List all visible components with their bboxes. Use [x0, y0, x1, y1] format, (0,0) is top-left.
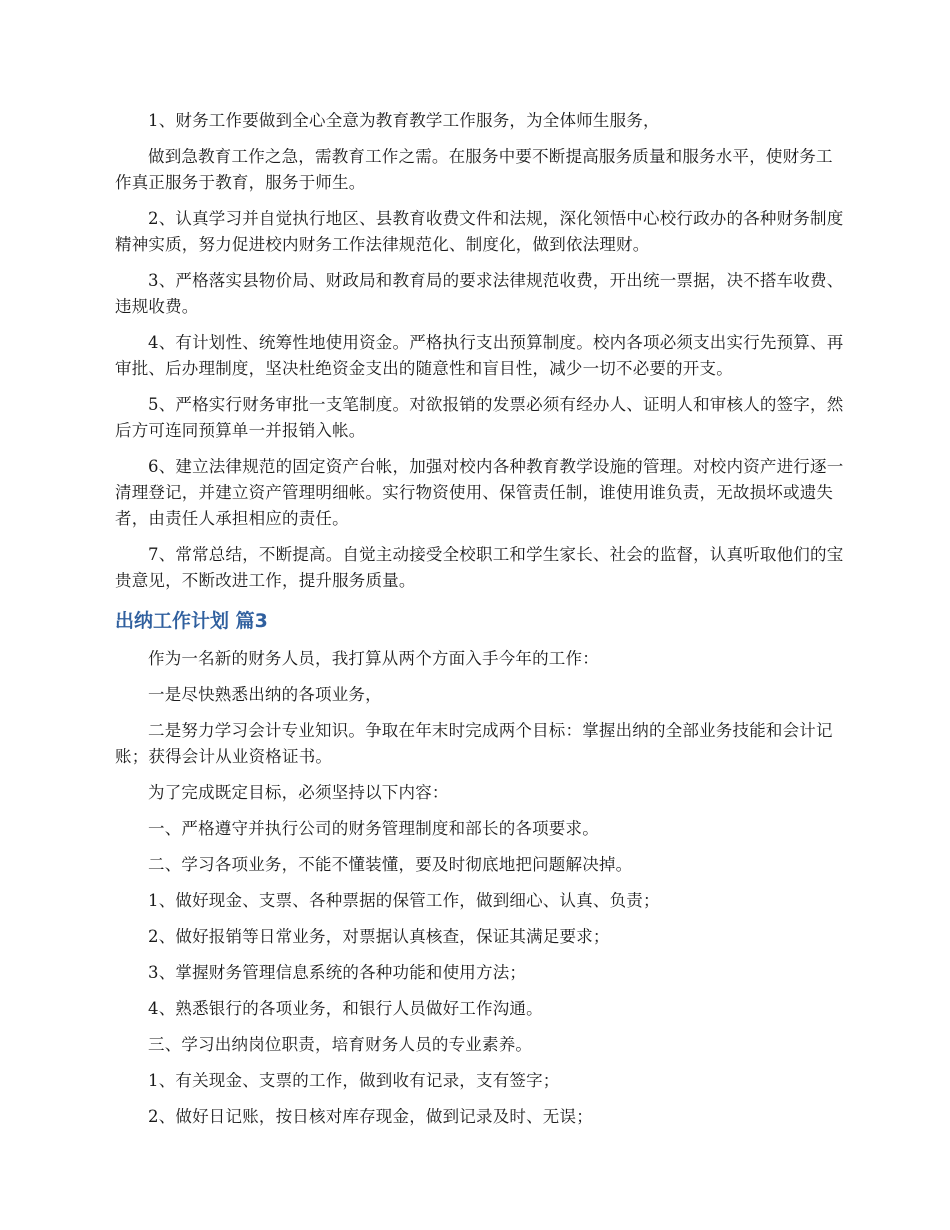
paragraph: 3、掌握财务管理信息系统的各种功能和使用方法； [148, 963, 527, 982]
paragraph: 二、学习各项业务，不能不懂装懂，要及时彻底地把问题解决掉。 [148, 855, 633, 874]
paragraph: 4、有计划性、统筹性地使用资金。严格执行支出预算制度。校内各项必须支出实行先预算、再审批、后办理制度，坚决杜绝资金支出的随意性和盲目性，减少一切不必要的开支。 [115, 333, 844, 378]
paragraph: 3、严格落实县物价局、财政局和教育局的要求法律规范收费，开出统一票据，决不搭车收费、违规收费。 [115, 271, 844, 316]
paragraph: 5、严格实行财务审批一支笔制度。对欲报销的发票必须有经办人、证明人和审核人的签字，然后方可连同预算单一并报销入帐。 [115, 395, 844, 440]
paragraph: 一、严格遵守并执行公司的财务管理制度和部长的各项要求。 [148, 819, 599, 838]
paragraph: 做到急教育工作之急，需教育工作之需。在服务中要不断提高服务质量和服务水平，使财务工作真正服务于教育，服务于师生。 [115, 147, 833, 192]
paragraph: 1、做好现金、支票、各种票据的保管工作，做到细心、认真、负责； [148, 891, 660, 910]
paragraph: 2、做好日记账，按日核对库存现金，做到记录及时、无误； [148, 1107, 593, 1126]
paragraph: 为了完成既定目标，必须坚持以下内容： [148, 783, 449, 802]
paragraph: 1、有关现金、支票的工作，做到收有记录，支有签字； [148, 1071, 560, 1090]
document-body [115, 108, 845, 1140]
paragraph: 二是努力学习会计专业知识。争取在年末时完成两个目标：掌握出纳的全部业务技能和会计记账；获得会计从业资格证书。 [115, 721, 833, 766]
paragraph: 2、做好报销等日常业务，对票据认真核查，保证其满足要求； [148, 927, 610, 946]
paragraph: 2、认真学习并自觉执行地区、县教育收费文件和法规，深化领悟中心校行政办的各种财务制度精神实质，努力促进校内财务工作法律规范化、制度化，做到依法理财。 [115, 209, 844, 254]
paragraph: 1、财务工作要做到全心全意为教育教学工作服务，为全体师生服务， [148, 111, 660, 130]
paragraph: 作为一名新的财务人员，我打算从两个方面入手今年的工作： [148, 649, 599, 668]
paragraph: 一是尽快熟悉出纳的各项业务， [148, 685, 382, 704]
paragraph: 7、常常总结，不断提高。自觉主动接受全校职工和学生家长、社会的监督，认真听取他们的宝贵意见，不断改进工作，提升服务质量。 [115, 545, 844, 590]
paragraph: 6、建立法律规范的固定资产台帐，加强对校内各种教育教学设施的管理。对校内资产进行逐一清理登记，并建立资产管理明细帐。实行物资使用、保管责任制，谁使用谁负责，无故损坏或遗失者，由责任人承担相应的责任。 [115, 457, 844, 528]
paragraph: 4、熟悉银行的各项业务，和银行人员做好工作沟通。 [148, 999, 543, 1018]
paragraph: 三、学习出纳岗位职责，培育财务人员的专业素养。 [148, 1035, 533, 1054]
section-heading: 出纳工作计划 篇3 [115, 610, 268, 632]
